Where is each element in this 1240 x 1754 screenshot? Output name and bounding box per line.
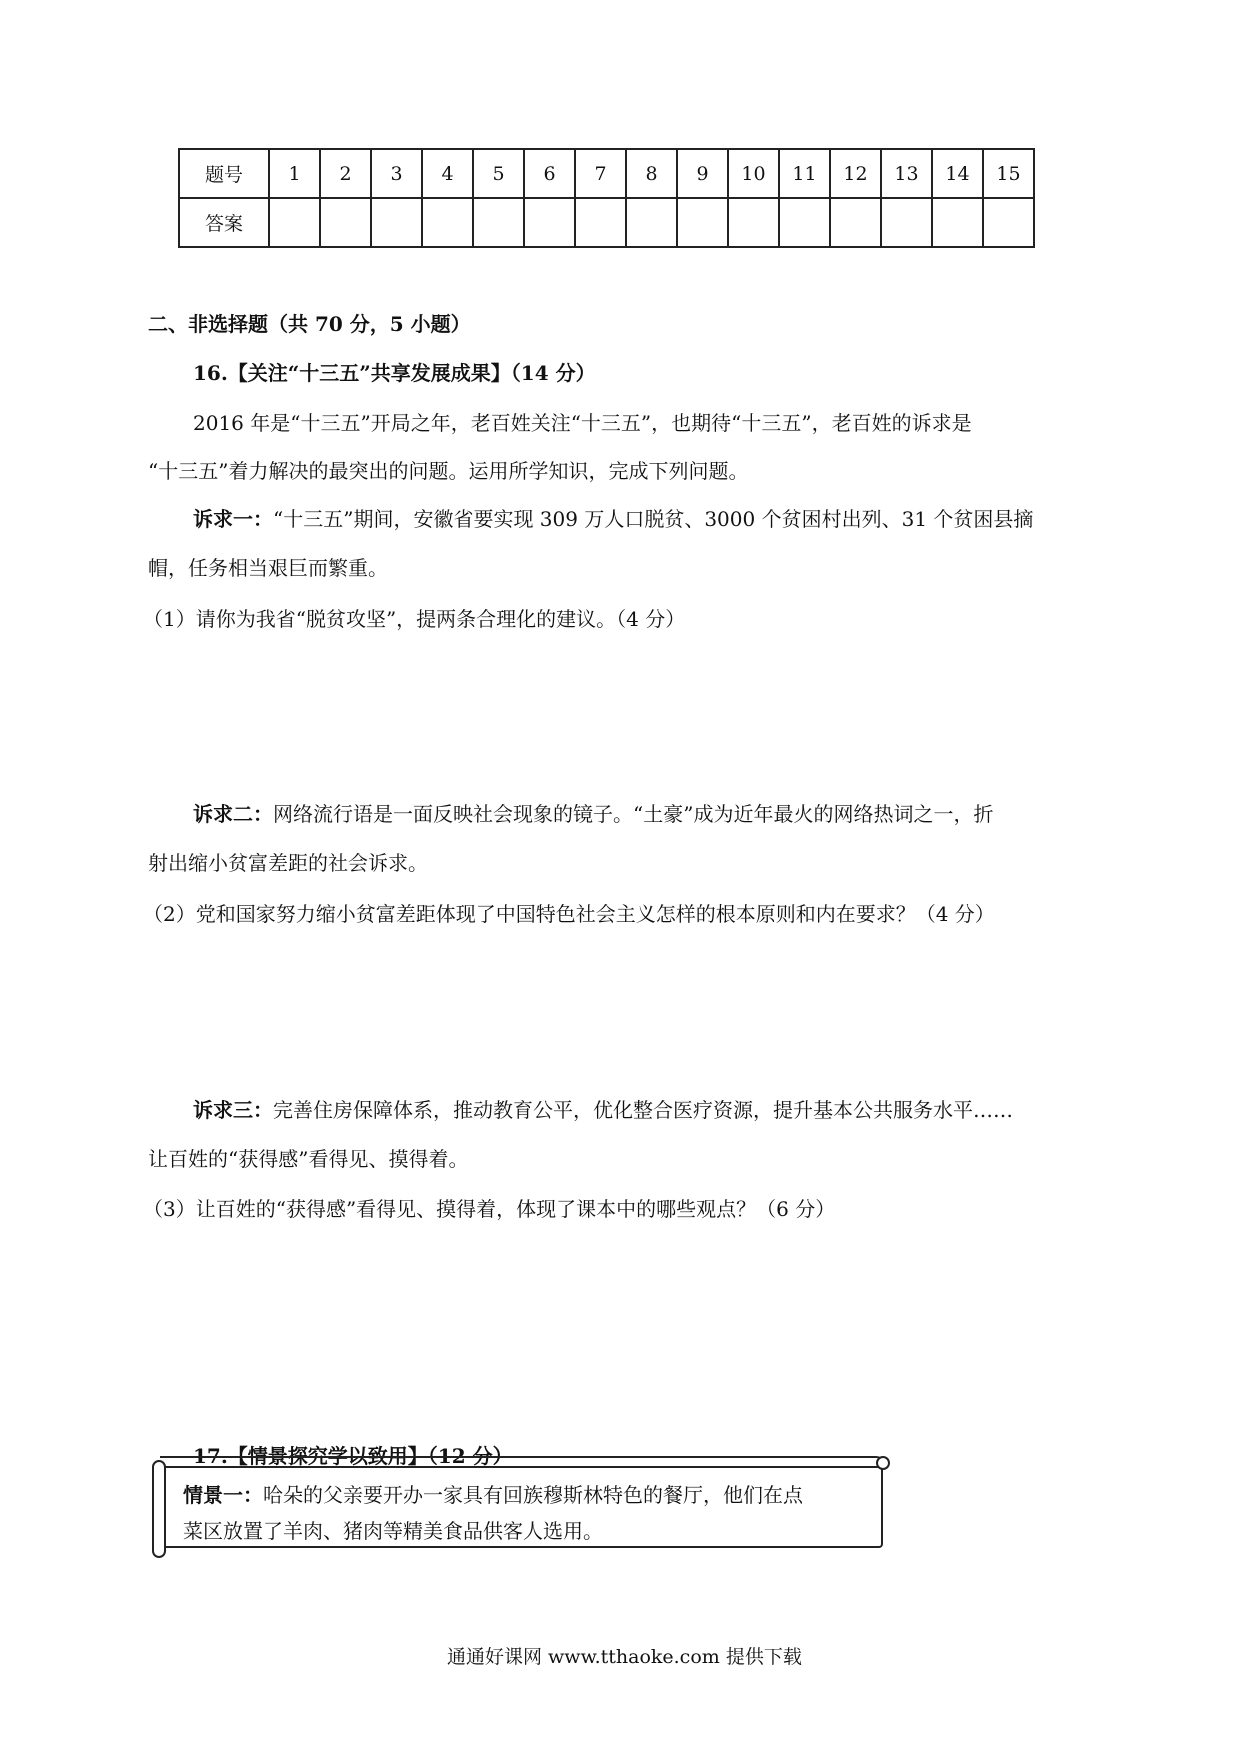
scene1-label: 情景一：: [183, 1483, 263, 1507]
appeal3-text: 完善住房保障体系，推动教育公平，优化整合医疗资源，提升基本公共服务水平……: [273, 1098, 1013, 1122]
answer-cell[interactable]: [677, 198, 728, 247]
question-number: 9: [677, 149, 728, 198]
appeal3-line2: 让百姓的“获得感”看得见、摸得着。: [148, 1147, 469, 1171]
appeal1-label: 诉求一：: [193, 507, 273, 531]
question-number: 15: [983, 149, 1034, 198]
q16-sub3: （3）让百姓的“获得感”看得见、摸得着，体现了课本中的哪些观点？（6 分）: [143, 1197, 836, 1221]
appeal3: [193, 1097, 1013, 1123]
scene1-text: 哈朵的父亲要开办一家具有回族穆斯林特色的餐厅，他们在点: [263, 1483, 803, 1507]
scroll-curl-icon: [876, 1456, 890, 1470]
answer-cell[interactable]: [371, 198, 422, 247]
answer-cell[interactable]: [320, 198, 371, 247]
question-number: 13: [881, 149, 932, 198]
appeal1-line2: 帽，任务相当艰巨而繁重。: [148, 556, 388, 580]
answer-cell[interactable]: [779, 198, 830, 247]
q16-sub1: （1）请你为我省“脱贫攻坚”，提两条合理化的建议。（4 分）: [143, 607, 686, 631]
appeal1-text: “十三五”期间，安徽省要实现 309 万人口脱贫、3000 个贫困村出列、31 个贫困县摘: [273, 507, 1034, 531]
question-number: 4: [422, 149, 473, 198]
q16-sub2: （2）党和国家努力缩小贫富差距体现了中国特色社会主义怎样的根本原则和内在要求？（4 分）: [143, 902, 995, 926]
answer-cell[interactable]: [524, 198, 575, 247]
q16-title: 16.【关注“十三五”共享发展成果】（14 分）: [193, 361, 596, 385]
q16-intro-line2: “十三五”着力解决的最突出的问题。运用所学知识，完成下列问题。: [148, 459, 749, 483]
question-number: 2: [320, 149, 371, 198]
scene1-line2: 菜区放置了羊肉、猪肉等精美食品供客人选用。: [183, 1519, 603, 1543]
answer-cell[interactable]: [728, 198, 779, 247]
question-number: 1: [269, 149, 320, 198]
question-number: 3: [371, 149, 422, 198]
scene1: [183, 1482, 803, 1508]
answer-table: [178, 148, 1035, 248]
answer-cell[interactable]: [932, 198, 983, 247]
table-row-answers: [179, 198, 1034, 247]
question-number: 6: [524, 149, 575, 198]
answer-cell[interactable]: [575, 198, 626, 247]
appeal3-label: 诉求三：: [193, 1098, 273, 1122]
appeal1: [193, 506, 1033, 532]
answer-cell[interactable]: [830, 198, 881, 247]
answer-cell[interactable]: [473, 198, 524, 247]
appeal2: [193, 801, 993, 827]
scroll-frame-roll: [152, 1460, 166, 1558]
question-number: 8: [626, 149, 677, 198]
q17-title: 17.【情景探究学以致用】（12 分）: [193, 1444, 513, 1468]
answer-cell[interactable]: [983, 198, 1034, 247]
q16-intro-line1: 2016 年是“十三五”开局之年，老百姓关注“十三五”，也期待“十三五”，老百姓的诉求是: [193, 411, 972, 435]
section-title: 二、非选择题（共 70 分，5 小题）: [148, 312, 471, 336]
footer-text: 通通好课网 www.tthaoke.com 提供下载: [447, 1646, 802, 1668]
answer-header: 答案: [179, 198, 269, 247]
appeal2-text: 网络流行语是一面反映社会现象的镜子。“土豪”成为近年最火的网络热词之一，折: [273, 802, 994, 826]
question-number: 11: [779, 149, 830, 198]
appeal2-line2: 射出缩小贫富差距的社会诉求。: [148, 851, 428, 875]
question-number: 5: [473, 149, 524, 198]
question-number: 10: [728, 149, 779, 198]
question-number: 12: [830, 149, 881, 198]
answer-cell[interactable]: [626, 198, 677, 247]
question-number-header: 题号: [179, 149, 269, 198]
question-number: 14: [932, 149, 983, 198]
answer-cell[interactable]: [881, 198, 932, 247]
table-row-numbers: [179, 149, 1034, 198]
answer-cell[interactable]: [269, 198, 320, 247]
answer-cell[interactable]: [422, 198, 473, 247]
question-number: 7: [575, 149, 626, 198]
appeal2-label: 诉求二：: [193, 802, 273, 826]
